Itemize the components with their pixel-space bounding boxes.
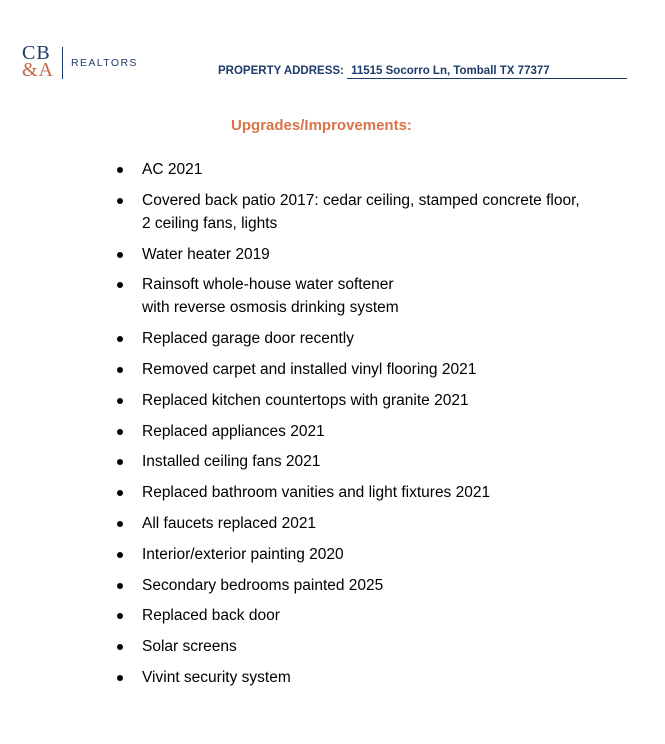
property-address-value: 11515 Socorro Ln, Tomball TX 77377 [347, 65, 627, 79]
list-item-text: Interior/exterior painting 2020 [142, 546, 344, 563]
list-item-text: Replaced garage door recently [142, 330, 354, 347]
list-item-text: Covered back patio 2017: cedar ceiling, stamped concrete floor, 2 ceiling fans, lights [142, 192, 580, 232]
bullet-icon [117, 490, 123, 496]
bullet-icon [117, 459, 123, 465]
list-item-text: Installed ceiling fans 2021 [142, 453, 321, 470]
bullet-icon [117, 167, 123, 173]
section-heading [0, 117, 665, 134]
list-item-text: Solar screens [142, 638, 237, 655]
list-item-text: Water heater 2019 [142, 246, 270, 263]
list-item-text: All faucets replaced 2021 [142, 515, 317, 532]
company-logo [22, 42, 138, 81]
list-item-text: Replaced back door [142, 607, 280, 624]
bullet-icon [117, 336, 123, 342]
logo-divider [62, 47, 63, 79]
list-item-text: Replaced bathroom vanities and light fixtures 2021 [142, 484, 491, 501]
section-heading-text: Upgrades/Improvements: [231, 117, 412, 134]
bullet-icon [117, 198, 123, 204]
bullet-icon [117, 644, 123, 650]
bullet-icon [117, 398, 123, 404]
logo-mark [22, 42, 54, 81]
bullet-icon [117, 521, 123, 527]
bullet-icon [117, 282, 123, 288]
logo-mark-line1: CB [22, 42, 51, 64]
bullet-icon [117, 675, 123, 681]
bullet-icon [117, 252, 123, 258]
bullet-icon [117, 429, 123, 435]
bullet-icon [117, 583, 123, 589]
list-item-text: AC 2021 [142, 161, 203, 178]
bullet-icon [117, 367, 123, 373]
property-address-label: PROPERTY ADDRESS: [218, 65, 344, 77]
list-item-text: Secondary bedrooms painted 2025 [142, 577, 384, 594]
logo-mark-line2: &A [22, 59, 54, 81]
list-item-text: Vivint security system [142, 669, 291, 686]
list-item-text: Rainsoft whole-house water softener with reverse osmosis drinking system [142, 276, 399, 316]
list-item-text: Removed carpet and installed vinyl flooring 2021 [142, 361, 477, 378]
list-item-text: Replaced kitchen countertops with granite 2021 [142, 392, 469, 409]
list-item-text: Replaced appliances 2021 [142, 423, 325, 440]
property-address [218, 65, 627, 79]
bullet-icon [117, 552, 123, 558]
bullet-icon [117, 613, 123, 619]
logo-wordmark: REALTORS [71, 57, 138, 69]
